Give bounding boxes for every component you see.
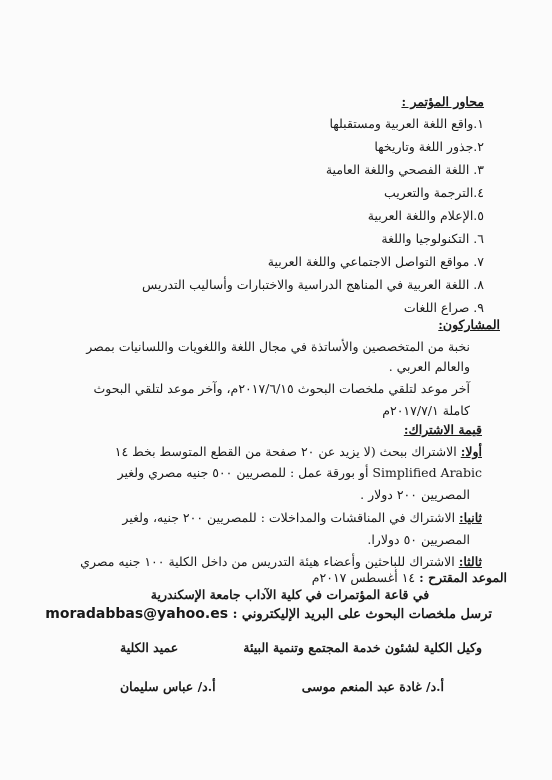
- axis-item: ٦. التكنولوجيا واللغة: [381, 231, 484, 246]
- deadline-text: آخر موعد لتلقي ملخصات البحوث ٢٠١٧/٦/١٥م، وآخر موعد لتلقي البحوث: [93, 381, 470, 396]
- vice-dean-title: وكيل الكلية لشئون خدمة المجتمع وتنمية البيئة: [243, 640, 482, 655]
- email-label: ترسل ملخصات البحوث على البريد الإليكتروني :: [232, 607, 492, 622]
- email-address[interactable]: moradabbas@yahoo.es: [45, 606, 229, 622]
- fee-item-2-cont: المصريين ٥٠ دولارا.: [367, 532, 470, 547]
- fee-item-1-cont: المصريين ٢٠٠ دولار .: [360, 487, 470, 502]
- fee-2-text: الاشتراك في المناقشات والمداخلات : للمصريين ٢٠٠ جنيه، ولغير: [122, 510, 460, 525]
- axis-item: ١.واقع اللغة العربية ومستقبلها: [329, 116, 484, 131]
- axis-item: ٧. مواقع التواصل الاجتماعي واللغة العربية: [267, 254, 484, 269]
- email-line: [45, 606, 492, 623]
- axis-item: ٤.الترجمة والتعريب: [383, 185, 484, 200]
- vice-dean-name: أ.د/ غادة عبد المنعم موسى: [301, 679, 444, 694]
- fee-item-2: [40, 510, 482, 526]
- axes-heading: محاور المؤتمر :: [401, 94, 484, 109]
- fee-3-label: ثالثا:: [458, 554, 482, 569]
- deadline-text: كاملة ٢٠١٧/٧/١م: [382, 403, 470, 418]
- date-label: الموعد المقترح :: [419, 570, 507, 585]
- venue-text: في قاعة المؤتمرات في كلية الآداب جامعة الإسكندرية: [150, 587, 430, 602]
- participants-text: نخبة من المتخصصين والأساتذة في مجال اللغة واللغويات واللسانيات بمصر: [86, 339, 470, 354]
- fee-item-3: [40, 554, 482, 570]
- fee-1-text-2: أو بورقة عمل : للمصريين ٥٠٠ جنيه مصري ولغير: [117, 465, 373, 480]
- fee-item-1-cont: [40, 465, 482, 481]
- fee-1-font: Simplified Arabic: [372, 465, 482, 480]
- dean-name: أ.د/ عباس سليمان: [120, 679, 216, 694]
- fee-1-label: أولا:: [460, 444, 482, 459]
- dean-title: عميد الكلية: [120, 640, 179, 655]
- fee-item-1: [40, 444, 482, 460]
- participants-heading: المشاركون:: [438, 317, 500, 332]
- participants-text: والعالم العربي .: [388, 359, 470, 374]
- fee-1-text: الاشتراك ببحث (لا يزيد عن ٢٠ صفحة من القطع المتوسط بخط ١٤: [114, 444, 461, 459]
- fee-2-label: ثانيا:: [459, 510, 482, 525]
- axis-item: ٨. اللغة العربية في المناهج الدراسية والاختبارات وأساليب التدريس: [142, 277, 484, 292]
- axis-item: ٥.الإعلام واللغة العربية: [367, 208, 484, 223]
- axis-item: ٣. اللغة الفصحي واللغة العامية: [325, 162, 484, 177]
- proposed-date: [40, 570, 507, 586]
- axis-item: ٩. صراع اللغات: [403, 300, 484, 315]
- fee-heading: قيمة الاشتراك:: [403, 422, 482, 437]
- date-value: ١٤ أغسطس ٢٠١٧م: [311, 570, 420, 585]
- fee-3-text: الاشتراك للباحثين وأعضاء هيئة التدريس من داخل الكلية ١٠٠ جنيه مصري: [80, 554, 459, 569]
- axis-item: ٢.جذور اللغة وتاريخها: [374, 139, 484, 154]
